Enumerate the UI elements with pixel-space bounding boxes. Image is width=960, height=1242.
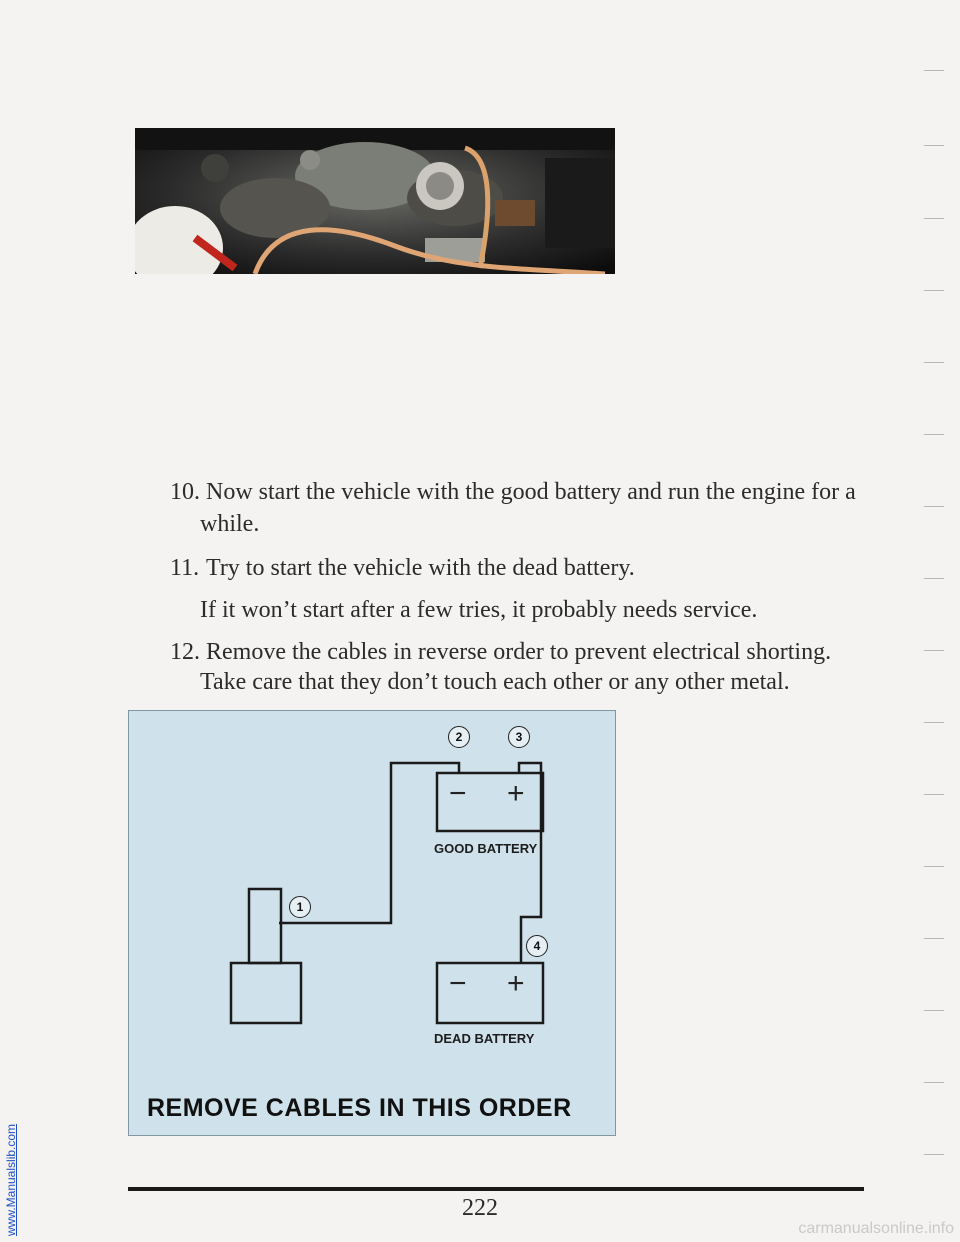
page-number: 222 [462, 1195, 498, 1221]
good-battery-label: GOOD BATTERY [434, 841, 538, 856]
dead-battery-label: DEAD BATTERY [434, 1031, 535, 1046]
watermark: carmanualsonline.info [798, 1220, 954, 1237]
manualslib-link[interactable]: www.Manualslib.com [4, 1123, 18, 1236]
engine-post [249, 889, 281, 963]
marker-1-icon: 1 [289, 896, 311, 918]
good-battery-positive: + [507, 777, 525, 810]
marker-3-icon: 3 [508, 726, 530, 748]
marker-4-icon: 4 [526, 935, 548, 957]
step-11 [170, 552, 635, 584]
step-number: 10. [170, 479, 200, 505]
footer-rule [128, 1187, 864, 1191]
step-text: Now start the vehicle with the good battery and run the engine for a [206, 479, 856, 505]
engine-photo [135, 128, 615, 274]
step-text-continued: while. [200, 511, 260, 537]
step-text: Remove the cables in reverse order to prevent electrical shorting. [206, 639, 832, 665]
step-number: 11. [170, 555, 200, 581]
engine-block [231, 963, 301, 1023]
page-edge-marks [924, 0, 960, 1200]
step-number: 12. [170, 639, 200, 665]
good-battery-negative: − [449, 777, 467, 810]
wiring-lines [129, 711, 615, 1135]
step-note: If it won’t start after a few tries, it probably needs service. [200, 597, 758, 623]
step-12 [170, 636, 832, 695]
diagram-title: REMOVE CABLES IN THIS ORDER [147, 1094, 572, 1122]
marker-2-icon: 2 [448, 726, 470, 748]
cable-removal-diagram [128, 710, 616, 1136]
engine-jump-cable-photo-icon [135, 128, 615, 274]
dead-battery-positive: + [507, 967, 525, 1000]
step-text: Try to start the vehicle with the dead battery. [206, 555, 635, 581]
step-text-continued: Take care that they don’t touch each other or any other metal. [200, 669, 790, 695]
source-banner [0, 0, 22, 1242]
dead-battery-negative: − [449, 967, 467, 1000]
step-10 [170, 476, 856, 537]
